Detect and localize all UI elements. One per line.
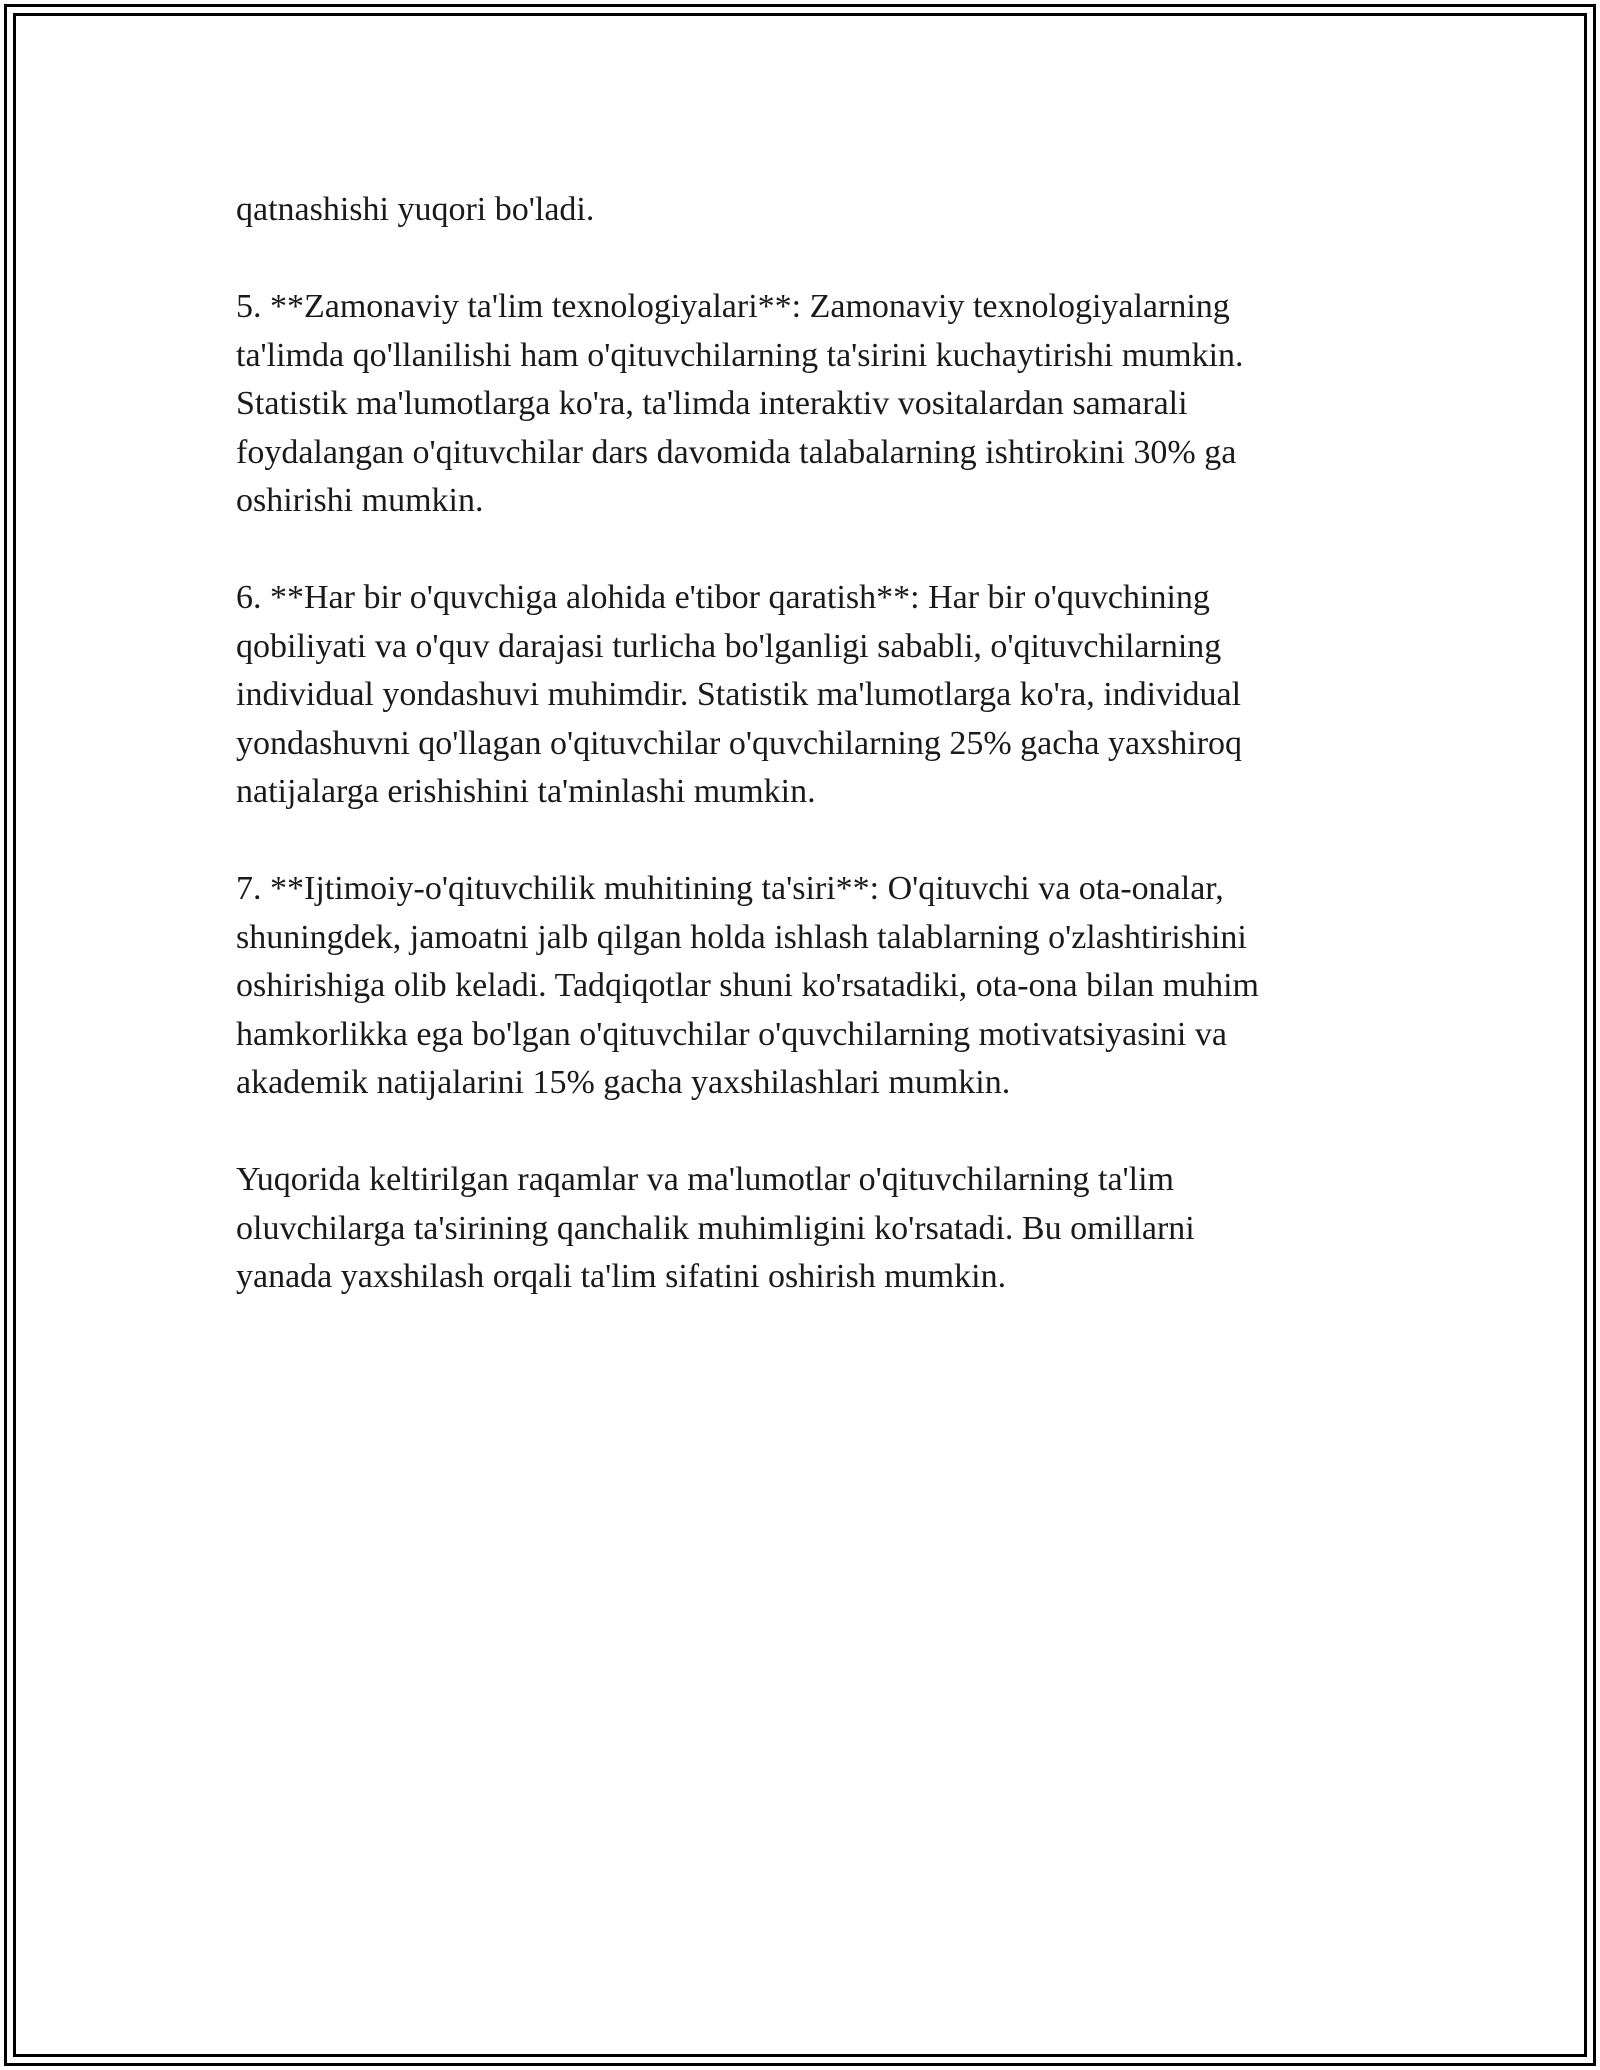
paragraph-item-7: 7. **Ijtimoiy-o'qituvchilik muhitining ta'siri**: O'qituvchi va ota-onalar, shuningdek, jamoatni jalb qilgan holda ishlash talablarning o'zlashtirishini oshirishiga olib keladi. Tadqiqotlar shuni ko'rsatadiki, ota-ona bilan muhim hamkorlikka ega bo'lgan o'qituvchilar o'quvchilarning motivatsiyasini va akademik natijalarini 15% gacha yaxshilashlari mumkin. xyxy=(236,870,1259,1101)
paragraph-conclusion: Yuqorida keltirilgan raqamlar va ma'lumotlar o'qituvchilarning ta'lim oluvchilarga ta'sirining qanchalik muhimligini ko'rsatadi. Bu omillarni yanada yaxshilash orqali ta'lim sifatini oshirish mumkin. xyxy=(236,1161,1195,1295)
paragraph-continuation: qatnashishi yuqori bo'ladi. xyxy=(236,191,595,228)
document-body xyxy=(236,186,1376,1350)
paragraph-item-6: 6. **Har bir o'quvchiga alohida e'tibor qaratish**: Har bir o'quvchining qobiliyati va o'quv darajasi turlicha bo'lganligi sababli, o'qituvchilarning individual yondashuvi muhimdir. Statistik ma'lumotlarga ko'ra, individual yondashuvni qo'llagan o'qituvchilar o'quvchilarning 25% gacha yaxshiroq natijalarga erishishini ta'minlashi mumkin. xyxy=(236,579,1243,810)
paragraph-item-5: 5. **Zamonaviy ta'lim texnologiyalari**: Zamonaviy texnologiyalarning ta'limda qo'llanilishi ham o'qituvchilarning ta'sirini kuchaytirishi mumkin. Statistik ma'lumotlarga ko'ra, ta'limda interaktiv vositalardan samarali foydalangan o'qituvchilar dars davomida talabalarning ishtirokini 30% ga oshirishi mumkin. xyxy=(236,288,1244,519)
